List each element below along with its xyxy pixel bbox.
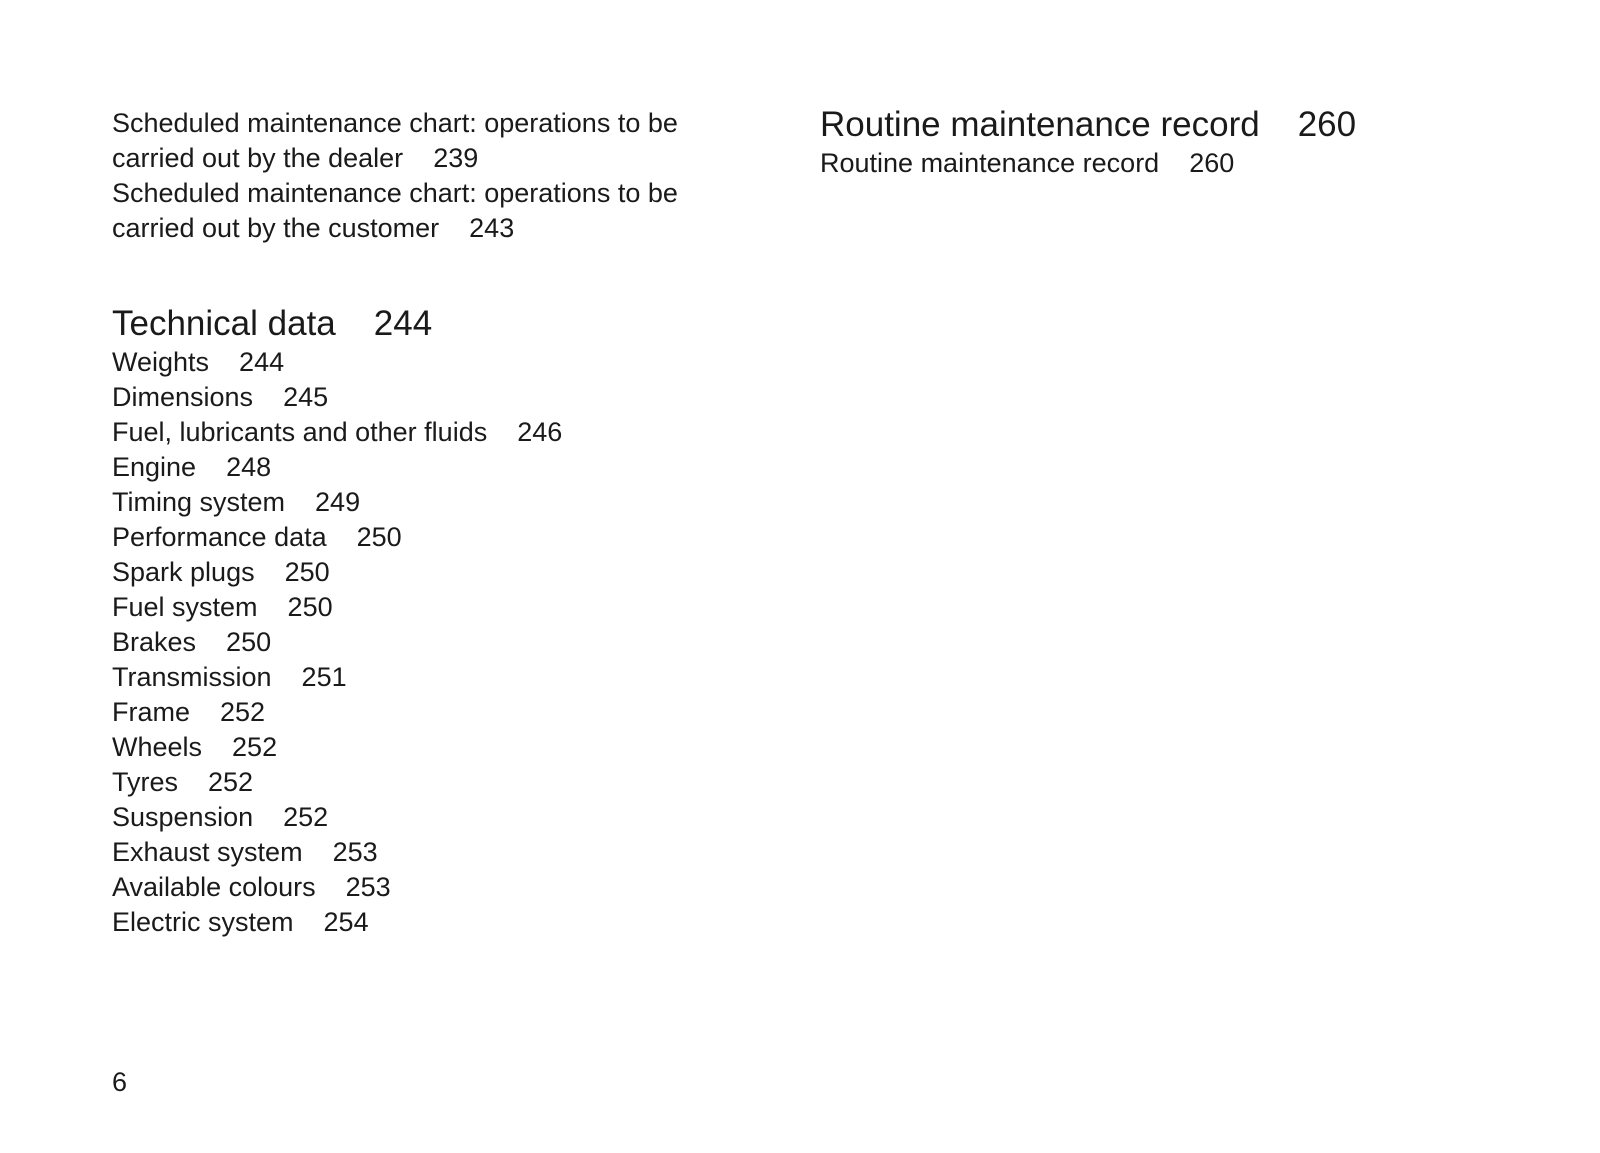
toc-entry[interactable]	[112, 106, 752, 176]
toc-entry-page: 260	[1189, 148, 1235, 178]
toc-entry[interactable]	[112, 730, 752, 765]
toc-entry-page: 248	[226, 452, 272, 482]
toc-entry-page: 252	[220, 697, 266, 727]
toc-entry-title: Spark plugs	[112, 557, 255, 587]
toc-entry-title: Brakes	[112, 627, 197, 657]
toc-entry[interactable]	[112, 555, 752, 590]
toc-entry-page: 250	[287, 592, 333, 622]
toc-entry-page: 251	[301, 662, 347, 692]
toc-entry[interactable]	[112, 905, 752, 940]
toc-entry-page: 239	[433, 143, 479, 173]
toc-entry[interactable]	[820, 146, 1540, 181]
toc-entry-page: 250	[226, 627, 272, 657]
toc-entry[interactable]	[112, 345, 752, 380]
toc-entry-title: Fuel system	[112, 592, 258, 622]
toc-entry-title: Frame	[112, 697, 191, 727]
toc-entry[interactable]	[112, 800, 752, 835]
toc-entry-title: Transmission	[112, 662, 272, 692]
page-number: 6	[112, 1067, 128, 1097]
toc-entry-page: 253	[332, 837, 378, 867]
toc-entry-title: Available colours	[112, 872, 316, 902]
toc-left-column	[112, 106, 752, 940]
toc-entry-title: Weights	[112, 347, 210, 377]
toc-entry-title: Electric system	[112, 907, 294, 937]
toc-entry-page: 250	[284, 557, 330, 587]
toc-entry-title: Dimensions	[112, 382, 254, 412]
toc-entry[interactable]	[112, 415, 752, 450]
toc-entry-page: 253	[345, 872, 391, 902]
toc-entry-page: 246	[517, 417, 563, 447]
toc-entry[interactable]	[112, 520, 752, 555]
toc-entry-title: Scheduled maintenance chart: operations to be carried out by the customer	[112, 178, 678, 243]
toc-entry-title: Wheels	[112, 732, 203, 762]
toc-entry[interactable]	[112, 870, 752, 905]
section-heading-technical-data[interactable]	[112, 303, 752, 345]
toc-entry-page: 245	[283, 382, 329, 412]
toc-entry-title: Suspension	[112, 802, 254, 832]
toc-entry-page: 254	[323, 907, 369, 937]
section-heading-title: Routine maintenance record	[820, 105, 1260, 144]
toc-entry-page: 252	[232, 732, 278, 762]
toc-entry-page: 252	[208, 767, 254, 797]
section-heading-title: Technical data	[112, 304, 336, 343]
toc-entry-title: Tyres	[112, 767, 179, 797]
toc-entry-title: Routine maintenance record	[820, 148, 1160, 178]
toc-entry-title: Exhaust system	[112, 837, 303, 867]
toc-entry[interactable]	[112, 176, 752, 246]
section-heading-page: 244	[373, 304, 433, 343]
toc-right-column	[820, 104, 1540, 181]
toc-entry-page: 249	[315, 487, 361, 517]
toc-entry-page: 252	[283, 802, 329, 832]
toc-entry[interactable]	[112, 835, 752, 870]
toc-entry[interactable]	[112, 695, 752, 730]
toc-entry-title: Timing system	[112, 487, 286, 517]
toc-entry-page: 250	[356, 522, 402, 552]
toc-entry[interactable]	[112, 450, 752, 485]
toc-entry-page: 243	[469, 213, 515, 243]
section-heading-page: 260	[1297, 105, 1357, 144]
toc-entry-title: Fuel, lubricants and other fluids	[112, 417, 488, 447]
section-heading-routine-maintenance[interactable]	[820, 104, 1540, 146]
toc-entry[interactable]	[112, 660, 752, 695]
toc-entry[interactable]	[112, 625, 752, 660]
toc-entry-title: Engine	[112, 452, 197, 482]
toc-entry[interactable]	[112, 380, 752, 415]
toc-entry[interactable]	[112, 485, 752, 520]
toc-entry-title: Performance data	[112, 522, 327, 552]
technical-data-entries	[112, 345, 752, 940]
toc-entry[interactable]	[112, 590, 752, 625]
toc-entry-title: Scheduled maintenance chart: operations to be carried out by the dealer	[112, 108, 678, 173]
toc-entry[interactable]	[112, 765, 752, 800]
toc-entry-page: 244	[239, 347, 285, 377]
section-spacer	[112, 246, 752, 303]
